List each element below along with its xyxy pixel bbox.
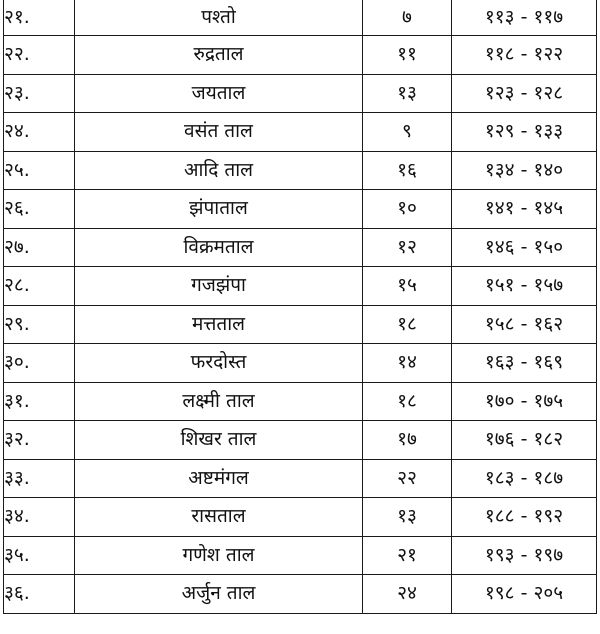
- page-range: १८३ - १८७: [452, 459, 597, 498]
- table-row: [4, 536, 597, 575]
- row-number: २९.: [4, 305, 75, 344]
- page-range: ११८ - १२२: [452, 36, 597, 75]
- row-number: ३४.: [4, 498, 75, 537]
- table-row: [4, 0, 597, 36]
- row-number: २६.: [4, 190, 75, 229]
- beat-count: ९: [363, 113, 452, 152]
- page-range: १२३ - १२८: [452, 74, 597, 113]
- tala-name: विक्रमताल: [75, 228, 363, 267]
- beat-count: १६: [363, 151, 452, 190]
- row-number: ३३.: [4, 459, 75, 498]
- tala-name: पश्तो: [75, 0, 363, 36]
- tala-name: अष्टमंगल: [75, 459, 363, 498]
- page-range: १४६ - १५०: [452, 228, 597, 267]
- tala-index-table: [3, 0, 597, 614]
- tala-name: शिखर ताल: [75, 421, 363, 460]
- beat-count: १०: [363, 190, 452, 229]
- tala-name: लक्ष्मी ताल: [75, 382, 363, 421]
- page-range: १८८ - १९२: [452, 498, 597, 537]
- beat-count: १४: [363, 344, 452, 383]
- table-row: [4, 498, 597, 537]
- page-range: १५१ - १५७: [452, 267, 597, 306]
- row-number: ३६.: [4, 575, 75, 614]
- tala-name: गणेश ताल: [75, 536, 363, 575]
- tala-name: झंपाताल: [75, 190, 363, 229]
- tala-name: आदि ताल: [75, 151, 363, 190]
- tala-name: वसंत ताल: [75, 113, 363, 152]
- row-number: २५.: [4, 151, 75, 190]
- beat-count: १२: [363, 228, 452, 267]
- table-row: [4, 74, 597, 113]
- tala-name: रासताल: [75, 498, 363, 537]
- beat-count: ७: [363, 0, 452, 36]
- page-range: १९८ - २०५: [452, 575, 597, 614]
- row-number: २८.: [4, 267, 75, 306]
- row-number: २१.: [4, 0, 75, 36]
- beat-count: २१: [363, 536, 452, 575]
- table-row: [4, 382, 597, 421]
- page-range: १६३ - १६९: [452, 344, 597, 383]
- page-range: १७६ - १८२: [452, 421, 597, 460]
- row-number: ३०.: [4, 344, 75, 383]
- page-range: ११३ - ११७: [452, 0, 597, 36]
- tala-name: रुद्रताल: [75, 36, 363, 75]
- page-range: १५८ - १६२: [452, 305, 597, 344]
- beat-count: १३: [363, 74, 452, 113]
- table-row: [4, 113, 597, 152]
- tala-name: गजझंपा: [75, 267, 363, 306]
- table-row: [4, 575, 597, 614]
- row-number: २२.: [4, 36, 75, 75]
- beat-count: २२: [363, 459, 452, 498]
- beat-count: ११: [363, 36, 452, 75]
- row-number: २४.: [4, 113, 75, 152]
- table-row: [4, 190, 597, 229]
- row-number: ३२.: [4, 421, 75, 460]
- tala-name: अर्जुन ताल: [75, 575, 363, 614]
- row-number: ३१.: [4, 382, 75, 421]
- row-number: २७.: [4, 228, 75, 267]
- tala-name: फरदोस्त: [75, 344, 363, 383]
- table-row: [4, 305, 597, 344]
- page-range: १३४ - १४०: [452, 151, 597, 190]
- table-row: [4, 151, 597, 190]
- page-range: १२९ - १३३: [452, 113, 597, 152]
- table-row: [4, 267, 597, 306]
- table-row: [4, 459, 597, 498]
- row-number: ३५.: [4, 536, 75, 575]
- table-row: [4, 344, 597, 383]
- page-range: १७० - १७५: [452, 382, 597, 421]
- tala-name: जयताल: [75, 74, 363, 113]
- beat-count: १७: [363, 421, 452, 460]
- tala-name: मत्तताल: [75, 305, 363, 344]
- table-body: [4, 0, 597, 613]
- table-row: [4, 421, 597, 460]
- table-row: [4, 36, 597, 75]
- beat-count: १३: [363, 498, 452, 537]
- beat-count: २४: [363, 575, 452, 614]
- beat-count: १८: [363, 382, 452, 421]
- beat-count: १८: [363, 305, 452, 344]
- page-range: १९३ - १९७: [452, 536, 597, 575]
- table-row: [4, 228, 597, 267]
- page-range: १४१ - १४५: [452, 190, 597, 229]
- row-number: २३.: [4, 74, 75, 113]
- beat-count: १५: [363, 267, 452, 306]
